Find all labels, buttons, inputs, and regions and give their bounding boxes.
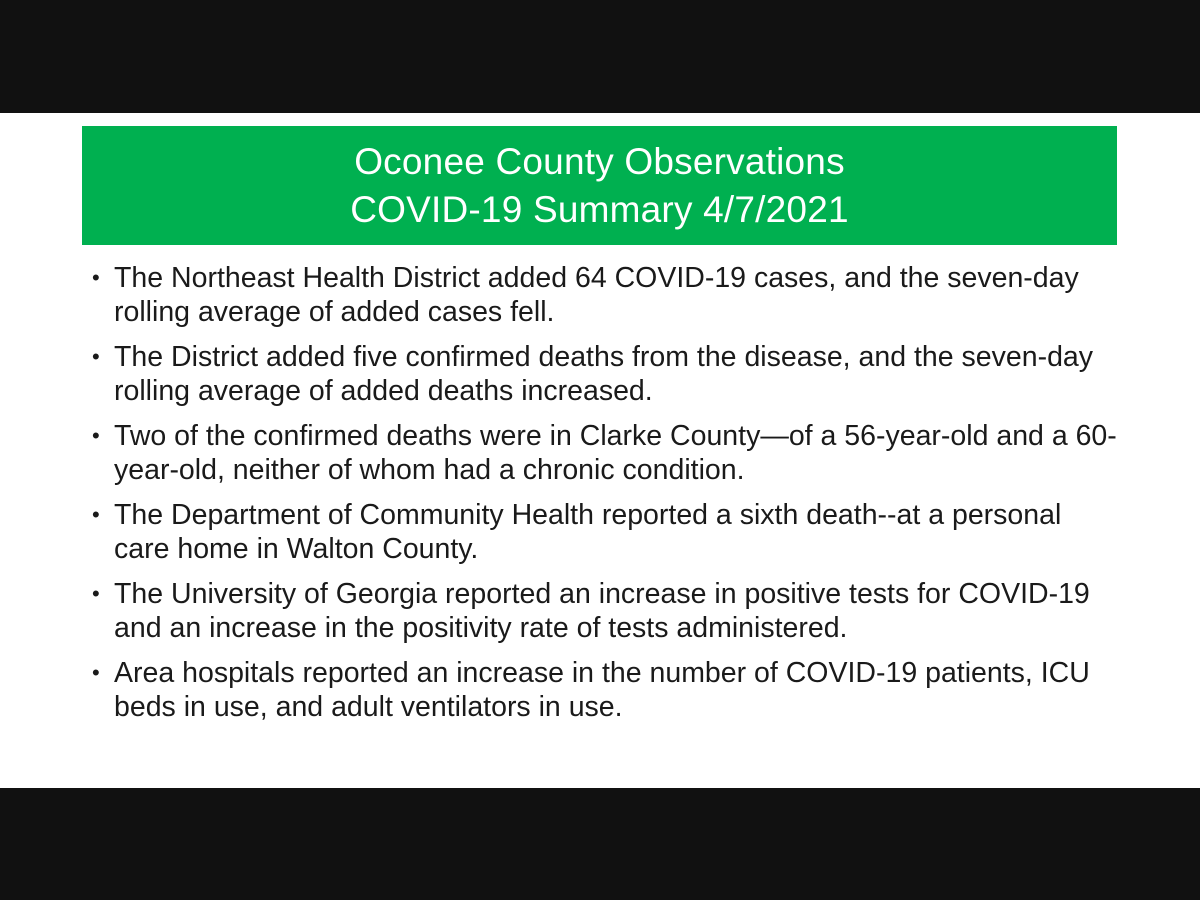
slide-subtitle: COVID-19 Summary 4/7/2021	[350, 188, 849, 230]
bullet-item	[92, 261, 1122, 329]
slide-title: Oconee County Observations	[354, 140, 845, 182]
bullet-text: The Northeast Health District added 64 COVID-19 cases, and the seven-day rolling average of added cases fell.	[114, 262, 1079, 328]
bullet-icon: •	[92, 660, 100, 685]
bullet-text: Two of the confirmed deaths were in Clarke County—of a 56-year-old and a 60-year-old, neither of whom had a chronic condition.	[114, 420, 1117, 486]
bullet-icon: •	[92, 581, 100, 606]
bullet-text: The District added five confirmed deaths from the disease, and the seven-day rolling average of added deaths increased.	[114, 341, 1094, 407]
bullet-text: Area hospitals reported an increase in the number of COVID-19 patients, ICU beds in use, and adult ventilators in use.	[114, 657, 1090, 723]
bullet-item	[92, 656, 1122, 724]
bullet-icon: •	[92, 344, 100, 369]
bullet-list	[92, 261, 1122, 735]
slide	[0, 113, 1200, 788]
title-bar	[82, 126, 1117, 245]
bullet-text: The University of Georgia reported an increase in positive tests for COVID-19 and an increase in the positivity rate of tests administered.	[114, 578, 1090, 644]
bullet-item	[92, 577, 1122, 645]
bullet-item	[92, 340, 1122, 408]
bullet-item	[92, 419, 1122, 487]
bullet-text: The Department of Community Health reported a sixth death--at a personal care home in Walton County.	[114, 499, 1062, 565]
letterbox-bottom	[0, 788, 1200, 900]
bullet-icon: •	[92, 502, 100, 527]
bullet-icon: •	[92, 265, 100, 290]
letterbox-top	[0, 0, 1200, 113]
bullet-item	[92, 498, 1122, 566]
bullet-icon: •	[92, 423, 100, 448]
